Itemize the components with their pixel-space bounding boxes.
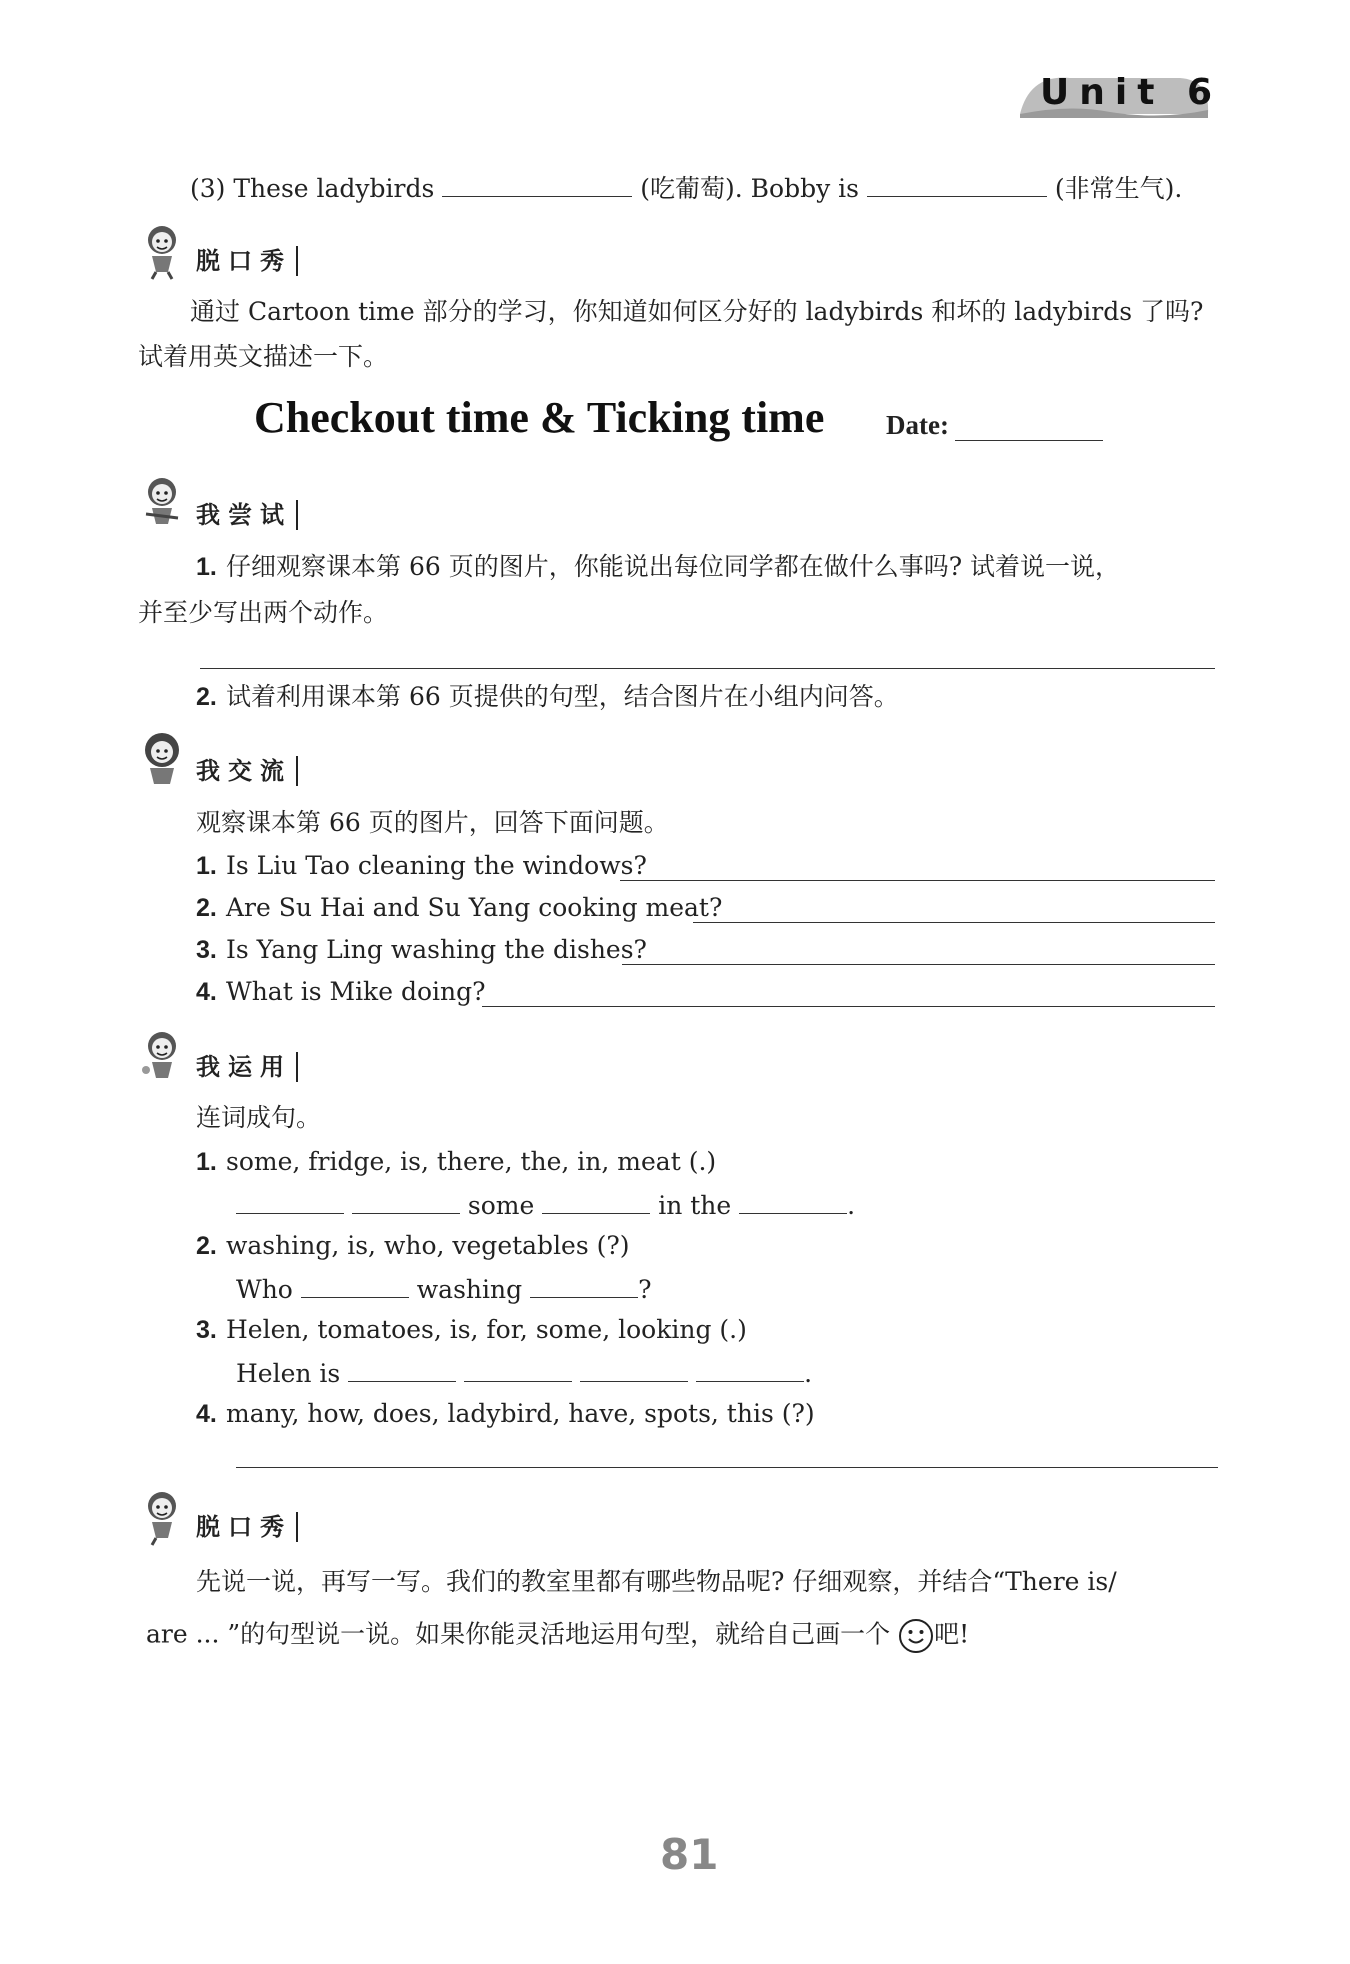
- answer-blank[interactable]: [236, 1189, 344, 1214]
- given-word: in the: [658, 1191, 732, 1220]
- answer-blank[interactable]: [696, 1357, 804, 1382]
- top-item-part1: These ladybirds: [233, 174, 435, 203]
- word-list: some, fridge, is, there, the, in, meat (.): [226, 1147, 717, 1176]
- question-number: 4.: [196, 1400, 217, 1428]
- apply-section-label: 我运用: [196, 1052, 298, 1082]
- top-item: [190, 172, 1182, 204]
- top-item-number: (3): [190, 174, 226, 203]
- word-list: Helen, tomatoes, is, for, some, looking (.): [226, 1315, 747, 1344]
- talk-show-2-line-2: [146, 1618, 969, 1654]
- answer-blank[interactable]: [739, 1189, 847, 1214]
- answer-blank[interactable]: [867, 172, 1047, 197]
- date-blank[interactable]: [955, 440, 1103, 441]
- given-word: some: [467, 1191, 535, 1220]
- apply-question-3: [196, 1315, 747, 1345]
- question-number: 1.: [196, 553, 217, 581]
- answer-blank[interactable]: [348, 1357, 456, 1382]
- girl-mascot-icon: [138, 222, 186, 280]
- try-question-1-line-2: 并至少写出两个动作。: [138, 598, 389, 627]
- apply-question-4: [196, 1399, 815, 1429]
- answer-blank[interactable]: [580, 1357, 688, 1382]
- question-number: 2.: [196, 683, 217, 711]
- answer-blank[interactable]: [464, 1357, 572, 1382]
- top-item-hint2: (非常生气).: [1054, 174, 1183, 203]
- given-word: Who: [236, 1275, 293, 1304]
- top-item-part2: Bobby is: [750, 174, 859, 203]
- instruction-text-end: 吧!: [934, 1619, 970, 1649]
- apply-question-2: [196, 1231, 630, 1261]
- exchange-question-2: [196, 893, 722, 923]
- answer-line[interactable]: [200, 668, 1215, 669]
- answer-line[interactable]: [236, 1467, 1218, 1468]
- question-text: Is Yang Ling washing the dishes?: [226, 935, 647, 964]
- try-question-2-text: 试着利用课本第 66 页提供的句型，结合图片在小组内问答。: [226, 682, 899, 711]
- question-text: What is Mike doing?: [226, 977, 486, 1006]
- question-number: 2.: [196, 894, 217, 922]
- exchange-section-label: 我交流: [196, 756, 298, 786]
- question-number: 1.: [196, 852, 217, 880]
- question-number: 3.: [196, 1316, 217, 1344]
- date-label: Date:: [886, 410, 949, 440]
- try-section-label: 我尝试: [196, 500, 298, 530]
- try-question-1-line-1: 仔细观察课本第 66 页的图片，你能说出每位同学都在做什么事吗? 试着说一说，: [226, 552, 1121, 581]
- given-word: washing: [416, 1275, 523, 1304]
- girl-mascot-icon: [138, 474, 186, 532]
- apply-question-1: [196, 1147, 716, 1177]
- talk-show-2-line-1: 先说一说，再写一写。我们的教室里都有哪些物品呢? 仔细观察，并结合“There is/: [196, 1567, 1117, 1596]
- talk-show-label: 脱口秀: [196, 1512, 298, 1542]
- answer-line[interactable]: [622, 964, 1215, 965]
- top-item-hint1: (吃葡萄).: [640, 174, 743, 203]
- answer-line[interactable]: [693, 922, 1215, 923]
- talk-show-line-2: 试着用英文描述一下。: [138, 342, 389, 371]
- question-number: 3.: [196, 936, 217, 964]
- exchange-intro: 观察课本第 66 页的图片，回答下面问题。: [196, 808, 669, 837]
- punctuation: ?: [638, 1275, 652, 1304]
- boy-mascot-icon: [138, 730, 186, 788]
- try-question-2: [196, 682, 899, 712]
- exchange-question-3: [196, 935, 647, 965]
- exchange-question-1: [196, 851, 647, 881]
- question-text: Is Liu Tao cleaning the windows?: [226, 851, 647, 880]
- answer-blank[interactable]: [442, 172, 632, 197]
- exchange-question-4: [196, 977, 486, 1007]
- question-text: Are Su Hai and Su Yang cooking meat?: [226, 893, 723, 922]
- word-list: washing, is, who, vegetables (?): [226, 1231, 630, 1260]
- girl-mascot-icon: [138, 1028, 186, 1086]
- apply-answer-2: [236, 1273, 651, 1305]
- question-number: 4.: [196, 978, 217, 1006]
- answer-blank[interactable]: [301, 1273, 409, 1298]
- instruction-text: are ... ”的句型说一说。如果你能灵活地运用句型，就给自己画一个: [146, 1619, 891, 1649]
- apply-answer-3: [236, 1357, 812, 1389]
- page-number: 81: [660, 1830, 719, 1879]
- talk-show-label: 脱口秀: [196, 246, 298, 276]
- unit-label: Unit 6: [1040, 72, 1222, 113]
- try-question-1: [196, 552, 1120, 582]
- apply-intro: 连词成句。: [196, 1103, 322, 1132]
- answer-blank[interactable]: [542, 1189, 650, 1214]
- given-word: Helen is: [236, 1359, 341, 1388]
- punctuation: .: [804, 1359, 813, 1388]
- punctuation: .: [847, 1191, 856, 1220]
- answer-blank[interactable]: [530, 1273, 638, 1298]
- talk-show-line-1: 通过 Cartoon time 部分的学习，你知道如何区分好的 ladybirds 和坏的 ladybirds 了吗?: [190, 297, 1204, 326]
- answer-blank[interactable]: [352, 1189, 460, 1214]
- smiley-face-icon: [898, 1618, 934, 1654]
- answer-line[interactable]: [482, 1006, 1215, 1007]
- answer-line[interactable]: [620, 880, 1215, 881]
- question-number: 1.: [196, 1148, 217, 1176]
- question-number: 2.: [196, 1232, 217, 1260]
- section-title: Checkout time & Ticking time: [254, 393, 825, 442]
- word-list: many, how, does, ladybird, have, spots, this (?): [226, 1399, 815, 1428]
- apply-answer-1: [236, 1189, 855, 1221]
- girl-mascot-icon: [138, 1488, 186, 1546]
